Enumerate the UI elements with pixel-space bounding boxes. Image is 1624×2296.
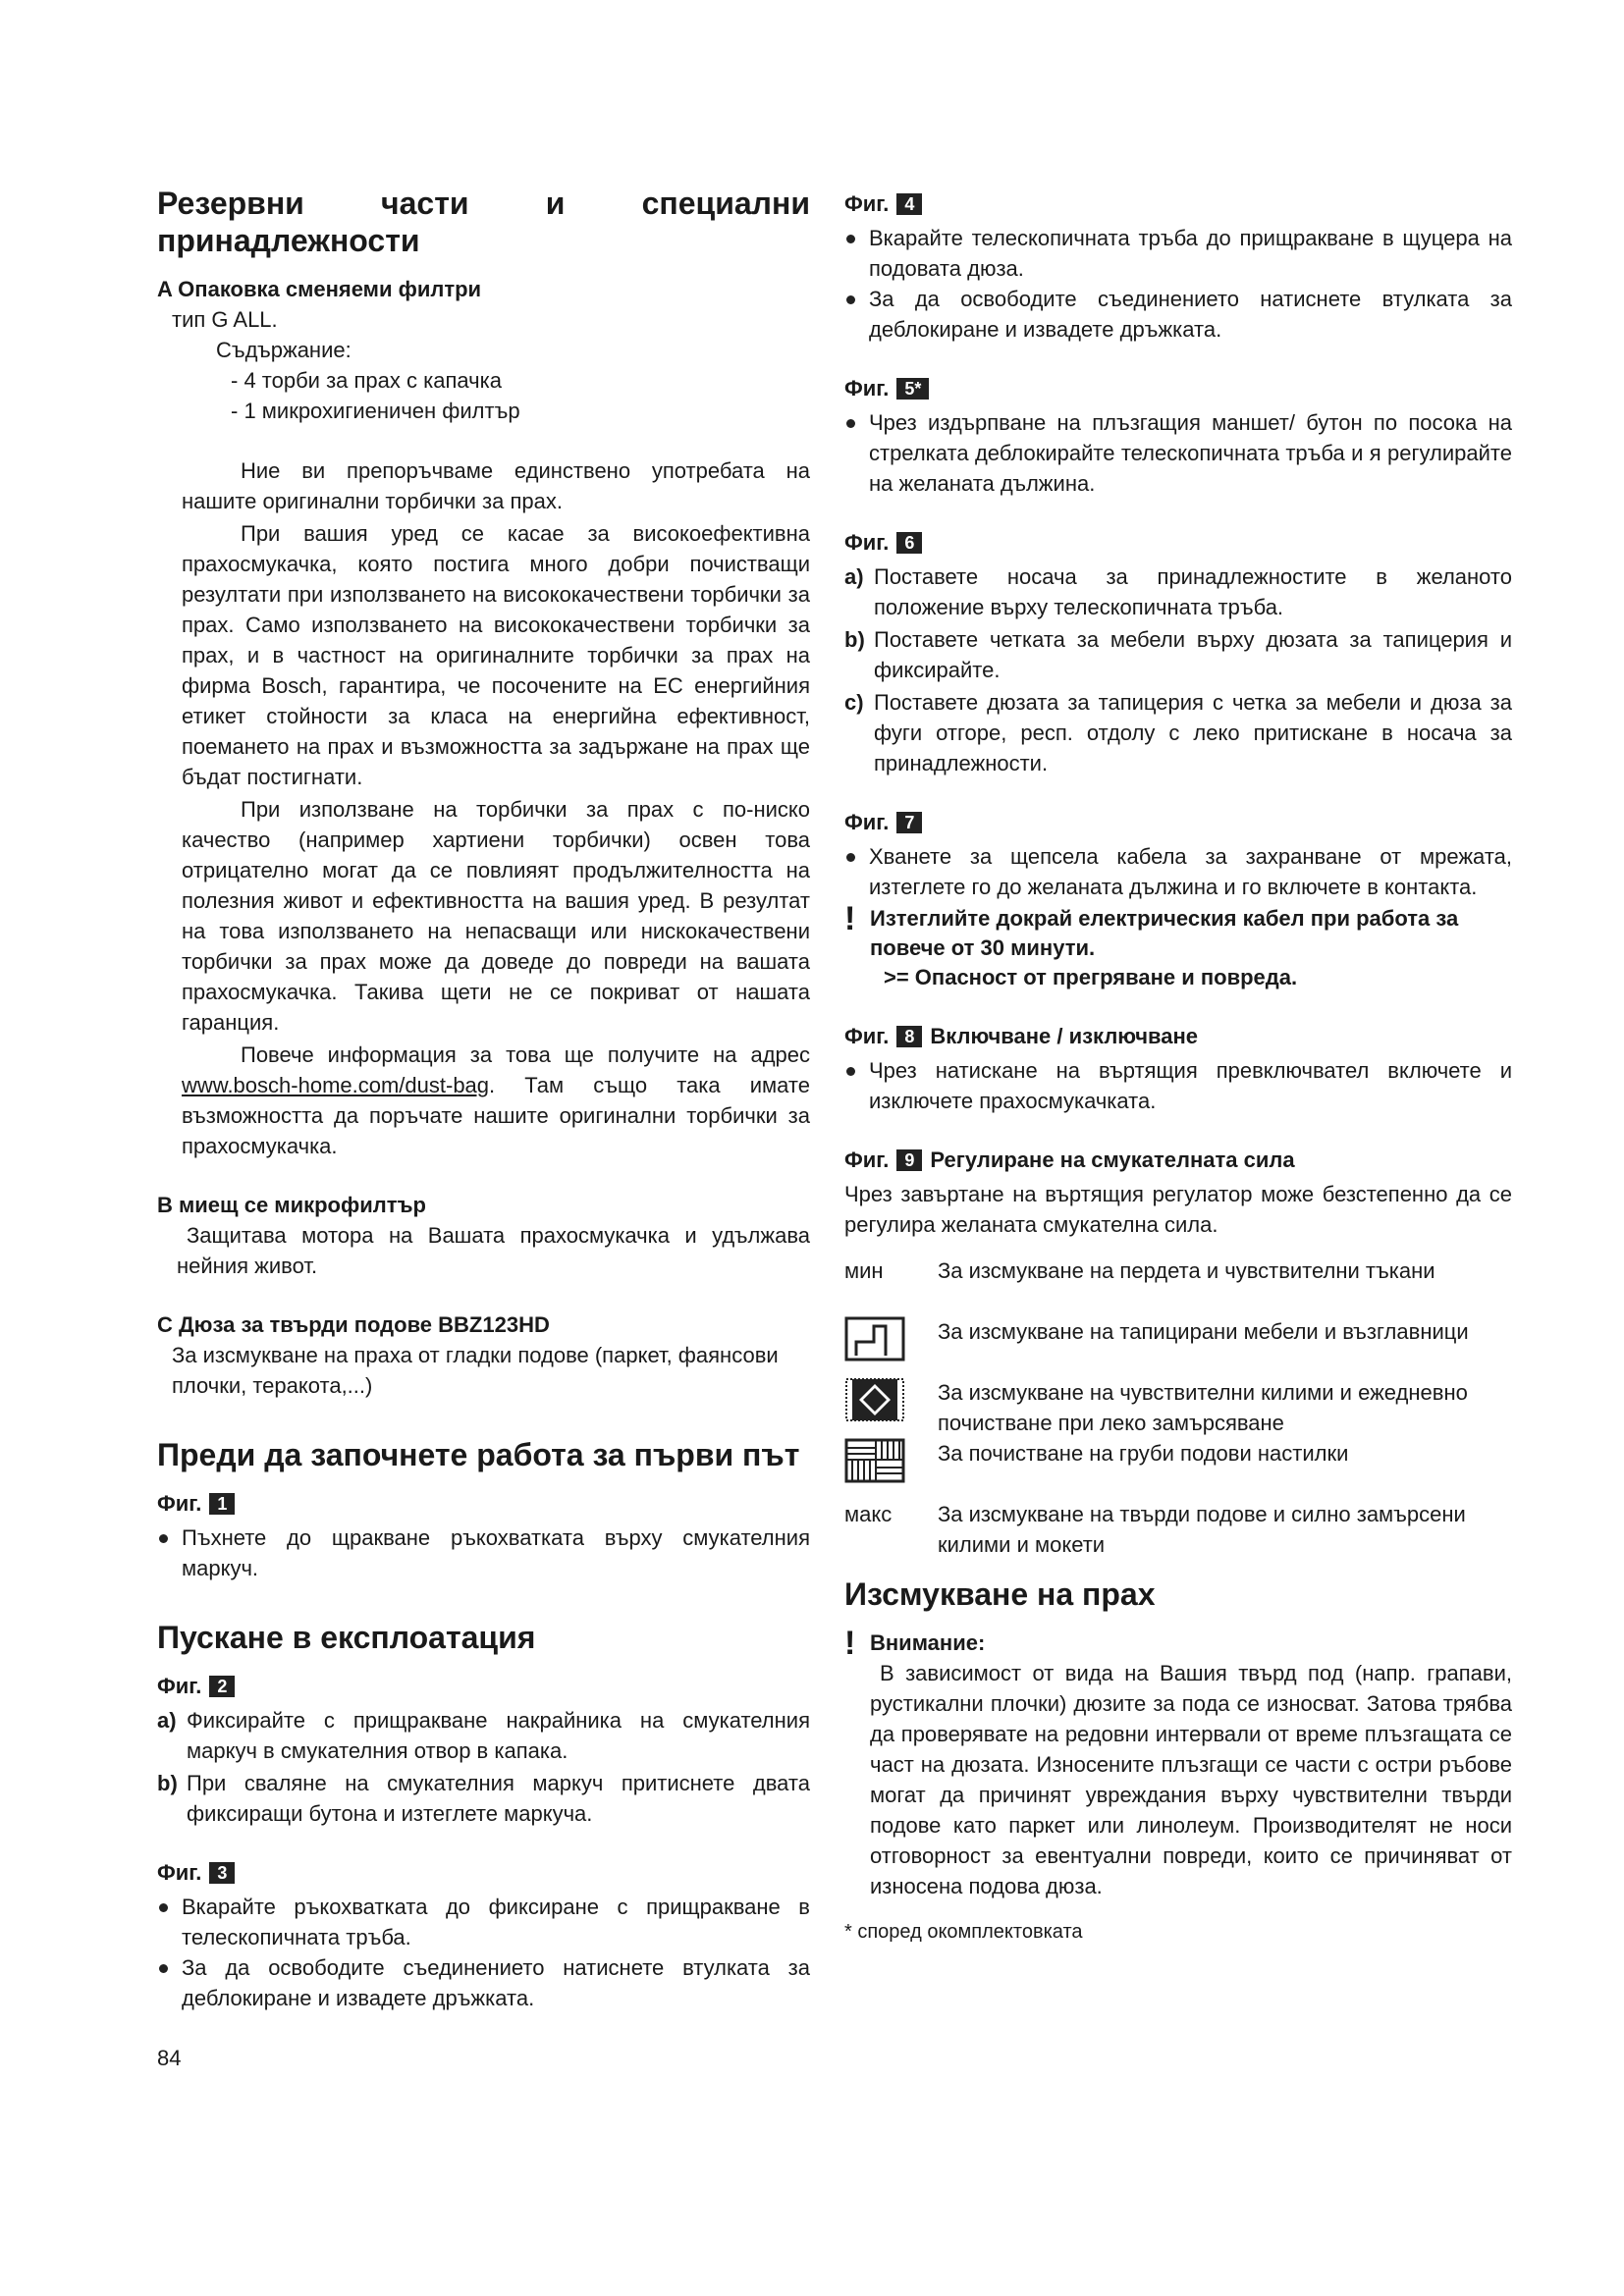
bullet-item: Чрез издърпване на плъзгащия маншет/ бутон по посока на стрелката деблокирайте телескопичната тръба и я регулирайте на желаната дължина. — [844, 407, 1512, 499]
item-a-title: A Опаковка сменяеми филтри — [157, 277, 482, 301]
fig-number-badge: 7 — [896, 812, 922, 833]
fig-text: Фиг. — [844, 191, 890, 216]
left-column — [157, 185, 810, 2073]
step-letter: b) — [157, 1771, 178, 1795]
fig-7-label — [844, 808, 1512, 837]
step-c — [844, 687, 1512, 778]
setting-rough-floor — [844, 1438, 1512, 1499]
bullet-item: Чрез натискане на въртящия превключвател включете и изключете прахосмукачката. — [844, 1055, 1512, 1116]
step-a — [157, 1705, 810, 1766]
fig-text: Фиг. — [844, 530, 890, 555]
setting-carpet — [844, 1377, 1512, 1438]
heading-vacuuming: Изсмукване на прах — [844, 1576, 1156, 1612]
setting-min — [844, 1255, 1512, 1316]
warning-icon: ! — [844, 1625, 856, 1662]
bullet-item: Вкарайте ръкохватката до фиксиране с прищракване в телескопичната тръба. — [157, 1892, 810, 1952]
fig-5-label — [844, 374, 1512, 403]
fig-4-label — [844, 189, 1512, 219]
fig-3-label — [157, 1858, 810, 1888]
attention-title: Внимание: — [870, 1630, 986, 1655]
setting-text: За изсмукване на твърди подове и силно замърсени килими и мокети — [938, 1502, 1466, 1557]
setting-text: За почистване на груби подови настилки — [938, 1441, 1349, 1466]
sofa-icon — [844, 1316, 938, 1377]
setting-label: макс — [844, 1502, 893, 1526]
item-a-type: тип G ALL. — [172, 307, 278, 332]
item-a-content-2: - 1 микрохигиеничен филтър — [231, 399, 520, 423]
step-text: При сваляне на смукателния маркуч притиснете двата фиксиращи бутона и изтеглете маркуча. — [187, 1771, 810, 1826]
text: Повече информация за това ще получите на адрес — [241, 1042, 810, 1067]
fig-2-label — [157, 1672, 810, 1701]
dust-bag-link[interactable]: www.bosch-home.com/dust-bag — [182, 1073, 490, 1097]
heading-before-first-use: Преди да започнете работа за първи път — [157, 1437, 800, 1472]
fig-1-label — [157, 1489, 810, 1519]
setting-text: За изсмукване на чувствителни килими и ежедневно почистване при леко замърсяване — [938, 1380, 1468, 1435]
setting-text: За изсмукване на пердета и чувствителни тъкани — [938, 1258, 1435, 1283]
fig-text: Фиг. — [844, 810, 890, 834]
fig-6-label — [844, 528, 1512, 558]
parquet-icon — [844, 1438, 938, 1499]
fig-text: Фиг. — [844, 376, 890, 400]
fig-number-badge: 5* — [896, 378, 929, 400]
paragraph: При вашия уред се касае за високоефективна прахосмукачка, която постига много добри почистващи резултати при използването на висококачествени торбички за прах. Само използването на висококачествени торбички за прах, и в частност на оригиналните торбички за прах на фирма Bosch, гарантира, че посочените на ЕС енергийния етикет стойности за класа на енергийна ефективност, поемането на прах и възможността за задържане на прах ще бъдат постигнати. — [182, 521, 810, 789]
footnote: * според окомплектовката — [844, 1921, 1083, 1943]
step-letter: a) — [844, 564, 864, 589]
fig-number-badge: 9 — [896, 1149, 922, 1171]
right-column — [844, 189, 1512, 1948]
setting-upholstery — [844, 1316, 1512, 1377]
item-c-title: C Дюза за твърди подове BBZ123HD — [157, 1312, 550, 1337]
text: . Там също така имате възможността да поръчате нашите оригинални торбички за прахосмукачка. — [182, 1073, 810, 1158]
item-b-title: B миещ се микрофилтър — [157, 1193, 426, 1217]
step-b — [157, 1768, 810, 1829]
paragraph: Ние ви препоръчваме единствено употребата на нашите оригинални торбички за прах. — [182, 458, 810, 513]
fig-text: Фиг. — [844, 1024, 890, 1048]
step-letter: c) — [844, 690, 864, 715]
setting-label: мин — [844, 1258, 884, 1283]
fig-number-badge: 2 — [209, 1676, 235, 1697]
warning-body — [870, 904, 1512, 992]
bullet-item: Пъхнете до щракване ръкохватката върху смукателния маркуч. — [157, 1522, 810, 1583]
heading-spare-parts: Резервни части и специални принадлежности — [157, 186, 810, 258]
rug-icon — [844, 1377, 938, 1438]
paragraph: Чрез завъртане на въртящия регулатор може безстепенно да се регулира желаната смукателна сила. — [844, 1182, 1512, 1237]
attention-note — [844, 1625, 1512, 1901]
fig-text: Фиг. — [157, 1860, 202, 1885]
attention-body — [870, 1629, 1512, 1901]
item-a-content-1: - 4 торби за прах с капачка — [231, 368, 502, 393]
item-b-text: Защитава мотора на Вашата прахосмукачка и удължава нейния живот. — [177, 1223, 810, 1278]
warning-text: Изтеглийте докрай електрическия кабел при работа за повече от 30 минути. — [870, 906, 1459, 960]
page-number: 84 — [157, 2046, 182, 2070]
step-text: Поставете носача за принадлежностите в желаното положение върху телескопичната тръба. — [874, 564, 1512, 619]
paragraph — [157, 1040, 810, 1161]
warning-icon: ! — [844, 900, 856, 937]
fig-text: Фиг. — [844, 1148, 890, 1172]
fig-text: Фиг. — [157, 1674, 202, 1698]
fig-number-badge: 8 — [896, 1026, 922, 1047]
bullet-item: За да освободите съединението натиснете втулката за деблокиране и извадете дръжката. — [844, 284, 1512, 345]
fig-8-label — [844, 1022, 1512, 1051]
step-letter: a) — [157, 1708, 177, 1733]
fig-9-label — [844, 1146, 1512, 1175]
warning-cable — [844, 900, 1512, 992]
bullet-item: За да освободите съединението натиснете втулката за деблокиране и извадете дръжката. — [157, 1952, 810, 2013]
fig-number-badge: 6 — [896, 532, 922, 554]
item-c-text: За изсмукване на праха от гладки подове (паркет, фаянсови плочки, теракота,...) — [172, 1343, 779, 1398]
fig-text: Фиг. — [157, 1491, 202, 1516]
item-a-contents: Съдържание: — [216, 338, 352, 362]
step-b — [844, 624, 1512, 685]
fig-number-badge: 4 — [896, 193, 922, 215]
fig-number-badge: 1 — [209, 1493, 235, 1515]
step-a — [844, 561, 1512, 622]
fig-number-badge: 3 — [209, 1862, 235, 1884]
step-text: Поставете четката за мебели върху дюзата за тапицерия и фиксирайте. — [874, 627, 1512, 682]
suction-settings-list — [844, 1255, 1512, 1560]
fig-9-title: Регулиране на смукателната сила — [930, 1148, 1295, 1172]
step-letter: b) — [844, 627, 865, 652]
paragraph: При използване на торбички за прах с по-ниско качество (например хартиени торбички) освен това отрицателно могат да се повлияят продължителността на полезния живот и ефективността на вашия уред. В резултат на това използването на непасващи или нискокачествени торбички за прах може да доведе до повреди на вашата прахосмукачка. Такива щети не се покриват от нашата гаранция. — [182, 797, 810, 1035]
fig-8-title: Включване / изключване — [930, 1024, 1199, 1048]
step-text: Фиксирайте с прищракване накрайника на смукателния маркуч в смукателния отвор в капака. — [187, 1708, 810, 1763]
setting-max — [844, 1499, 1512, 1560]
setting-text: За изсмукване на тапицирани мебели и възглавници — [938, 1319, 1469, 1344]
step-text: Поставете дюзата за тапицерия с четка за мебели и дюза за фуги отгоре, респ. отдолу с леко притискане в носача за принадлежности. — [874, 690, 1512, 775]
bullet-item: Вкарайте телескопичната тръба до прищракване в щуцера на подовата дюза. — [844, 223, 1512, 284]
warning-consequence: >= Опасност от прегряване и повреда. — [884, 965, 1298, 989]
bullet-item: Хванете за щепсела кабела за захранване от мрежата, изтеглете го до желаната дължина и го включете в контакта. — [844, 841, 1512, 902]
heading-commissioning: Пускане в експлоатация — [157, 1620, 536, 1655]
attention-text: В зависимост от вида на Вашия твърд под (напр. грапави, рустикални плочки) дюзите за пода се износват. Затова трябва да проверявате на редовни интервали от време плъзгащата се част на дюзата. Износените плъзгащи се части с остри ръбове могат да причинят увреждания върху чувствителни твърди подове като паркет или линолеум. Производителят не носи отговорност за евентуални повреди, които се причиняват от износена подова дюза. — [870, 1661, 1512, 1898]
